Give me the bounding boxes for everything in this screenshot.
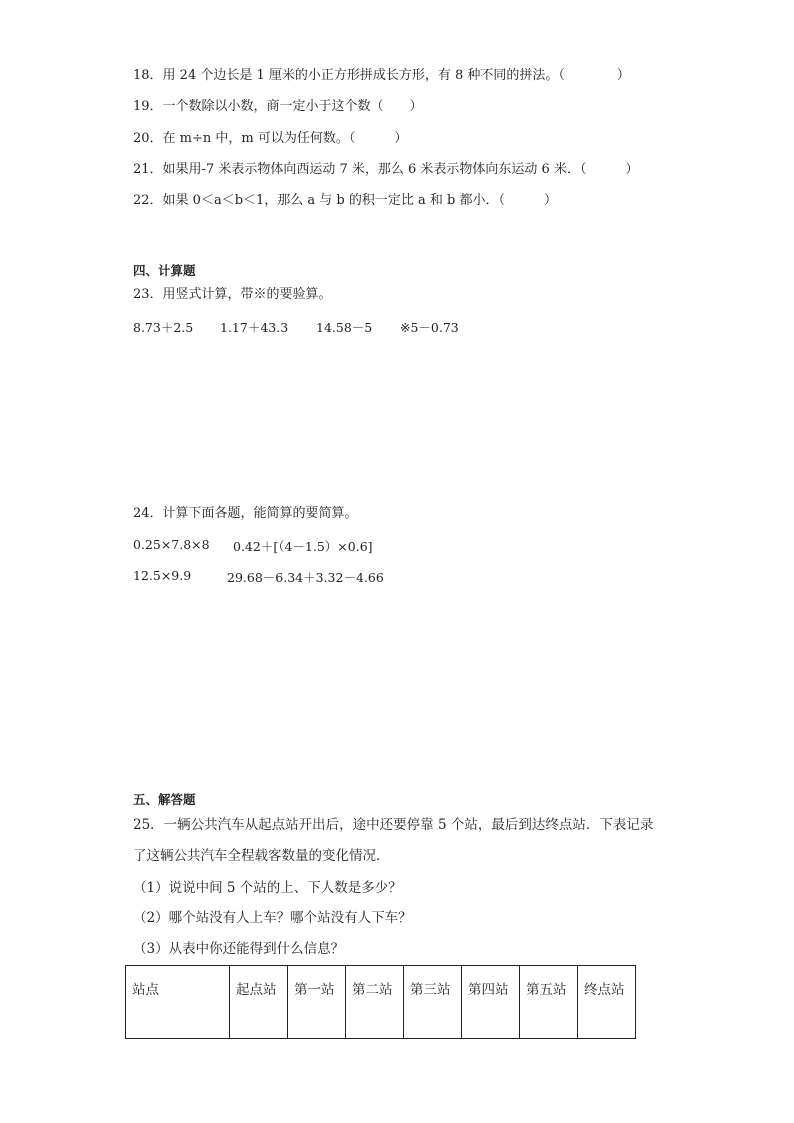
table-header-cell: 第四站 (462, 966, 520, 1039)
question-25-line-1: 25．一辆公共汽车从起点站开出后，途中还要停靠 5 个站，最后到达终点站．下表记录 (133, 817, 654, 833)
question-22: 22．如果 0＜a＜b＜1，那么 a 与 b 的积一定比 a 和 b 都小．（ ） (133, 193, 557, 208)
question-20: 20．在 m÷n 中，m 可以为任何数。（ ） (133, 131, 408, 146)
expression: 0.42＋[（4－1.5）×0.6] (233, 539, 373, 554)
question-21: 21．如果用-7 米表示物体向西运动 7 米，那么 6 米表示物体向东运动 6 米．（ ） (133, 162, 639, 177)
table-header-cell: 终点站 (578, 966, 636, 1039)
section-heading-calculation: 四、计算题 (133, 263, 196, 278)
table-header-cell: 第五站 (520, 966, 578, 1039)
expression: 14.58－5 (316, 320, 373, 335)
table-header-cell: 第一站 (288, 966, 346, 1039)
question-24-prompt: 24．计算下面各题，能简算的要简算。 (133, 506, 358, 521)
expression: 0.25×7.8×8 (133, 537, 210, 552)
expression: 12.5×9.9 (133, 568, 192, 583)
question-25-sub-2: （2）哪个站没有人上车？哪个站没有人下车？ (133, 910, 412, 926)
expression: 29.68－6.34＋3.32－4.66 (227, 570, 384, 585)
expression: 8.73＋2.5 (133, 320, 194, 335)
section-heading-word-problems: 五、解答题 (133, 792, 196, 807)
question-23-prompt: 23．用竖式计算，带※的要验算。 (133, 287, 332, 302)
expression: 1.17＋43.3 (220, 320, 289, 335)
question-25-sub-3: （3）从表中你还能得到什么信息？ (133, 941, 345, 957)
table-header-cell: 第三站 (404, 966, 462, 1039)
question-19: 19．一个数除以小数，商一定小于这个数（ ） (133, 99, 423, 114)
table-header-cell: 第二站 (346, 966, 404, 1039)
expression: ※5－0.73 (400, 320, 459, 335)
question-18: 18．用 24 个边长是 1 厘米的小正方形拼成长方形，有 8 种不同的拼法。（ ） (133, 68, 630, 83)
table-header-cell: 起点站 (230, 966, 288, 1039)
question-25-line-2: 了这辆公共汽车全程载客数量的变化情况． (133, 848, 390, 864)
table-header-cell: 站点 (126, 966, 230, 1039)
question-25-sub-1: （1）说说中间 5 个站的上、下人数是多少？ (133, 880, 402, 896)
table-row (126, 966, 636, 1039)
station-table (125, 965, 636, 1039)
